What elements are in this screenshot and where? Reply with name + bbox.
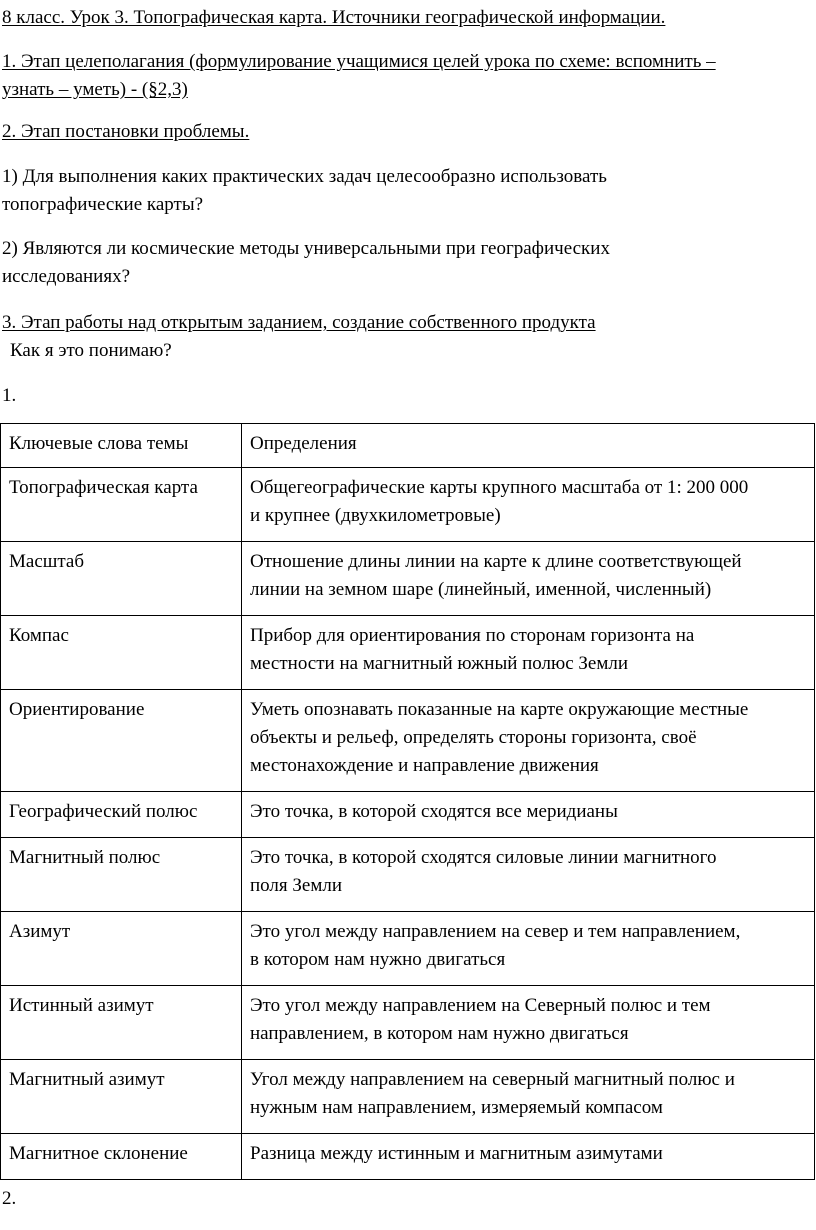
definition-line: Это угол между направлением на север и тем направлением,	[250, 921, 741, 942]
table-row	[1, 912, 815, 986]
definition-line: в котором нам нужно двигаться	[250, 949, 506, 970]
table-row	[1, 986, 815, 1060]
definition-cell	[242, 1134, 815, 1180]
definition-cell	[242, 616, 815, 690]
definition-cell	[242, 542, 815, 616]
q1-line1: 1) Для выполнения каких практических задач целесообразно использовать	[2, 166, 607, 187]
term-cell: Магнитный полюс	[1, 838, 242, 912]
terms-table	[0, 423, 815, 1180]
table-row	[1, 690, 815, 792]
stage3-heading-text: 3. Этап работы над открытым заданием, создание собственного продукта	[2, 312, 596, 333]
stage2-question-2	[2, 235, 812, 291]
definition-line: Разница между истинным и магнитным азимутами	[250, 1143, 663, 1164]
definition-cell	[242, 838, 815, 912]
stage1-paragraph	[2, 48, 812, 104]
term-cell: Компас	[1, 616, 242, 690]
table-row	[1, 838, 815, 912]
stage2-heading	[2, 118, 812, 146]
definition-cell	[242, 792, 815, 838]
item-2-label: 2.	[2, 1188, 17, 1209]
definition-line: направлением, в котором нам нужно двигаться	[250, 1023, 629, 1044]
table-row	[1, 468, 815, 542]
stage1-line2: узнать – уметь) - (§2,3)	[2, 79, 188, 100]
term-cell: Масштаб	[1, 542, 242, 616]
definition-line: Уметь опознавать показанные на карте окружающие местные	[250, 699, 749, 720]
definition-line: местонахождение и направление движения	[250, 755, 599, 776]
stage3-subheading	[2, 337, 812, 365]
term-cell: Топографическая карта	[1, 468, 242, 542]
document-title	[2, 4, 812, 32]
table-row	[1, 792, 815, 838]
term-cell: Истинный азимут	[1, 986, 242, 1060]
stage2-question-1	[2, 163, 812, 219]
definition-line: Угол между направлением на северный магнитный полюс и	[250, 1069, 735, 1090]
q2-line1: 2) Являются ли космические методы универсальными при географических	[2, 238, 610, 259]
definition-cell	[242, 912, 815, 986]
q2-line2: исследованиях?	[2, 266, 131, 287]
q1-line2: топографические карты?	[2, 194, 204, 215]
definition-line: Это угол между направлением на Северный полюс и тем	[250, 995, 711, 1016]
table-header-row	[1, 424, 815, 468]
definition-line: Прибор для ориентирования по сторонам горизонта на	[250, 625, 695, 646]
term-cell: Географический полюс	[1, 792, 242, 838]
definition-line: объекты и рельеф, определять стороны горизонта, своё	[250, 727, 697, 748]
definition-line: линии на земном шаре (линейный, именной, численный)	[250, 579, 712, 600]
stage2-heading-text: 2. Этап постановки проблемы.	[2, 121, 250, 142]
definition-cell	[242, 468, 815, 542]
table-row	[1, 1060, 815, 1134]
stage3-subheading-text: Как я это понимаю?	[10, 340, 172, 361]
definition-line: Это точка, в которой сходятся все меридианы	[250, 801, 618, 822]
table-row	[1, 542, 815, 616]
definition-line: Отношение длины линии на карте к длине соответствующей	[250, 551, 742, 572]
item-1-label: 1.	[2, 385, 17, 406]
definition-line: местности на магнитный южный полюс Земли	[250, 653, 629, 674]
term-cell: Азимут	[1, 912, 242, 986]
header-keywords: Ключевые слова темы	[1, 424, 242, 468]
definition-line: поля Земли	[250, 875, 343, 896]
term-cell: Ориентирование	[1, 690, 242, 792]
stage3-heading	[2, 309, 812, 337]
header-definitions: Определения	[242, 424, 815, 468]
table-row	[1, 1134, 815, 1180]
definition-cell	[242, 1060, 815, 1134]
definition-line: Общегеографические карты крупного масштаба от 1: 200 000	[250, 477, 749, 498]
document-title-text: 8 класс. Урок 3. Топографическая карта. Источники географической информации.	[2, 7, 666, 28]
term-cell: Магнитный азимут	[1, 1060, 242, 1134]
term-cell: Магнитное склонение	[1, 1134, 242, 1180]
stage1-line1: 1. Этап целеполагания (формулирование учащимися целей урока по схеме: вспомнить –	[2, 51, 716, 72]
definition-line: и крупнее (двухкилометровые)	[250, 505, 501, 526]
definition-line: Это точка, в которой сходятся силовые линии магнитного	[250, 847, 717, 868]
definition-cell	[242, 986, 815, 1060]
definition-cell	[242, 690, 815, 792]
table-row	[1, 616, 815, 690]
definition-line: нужным нам направлением, измеряемый компасом	[250, 1097, 663, 1118]
